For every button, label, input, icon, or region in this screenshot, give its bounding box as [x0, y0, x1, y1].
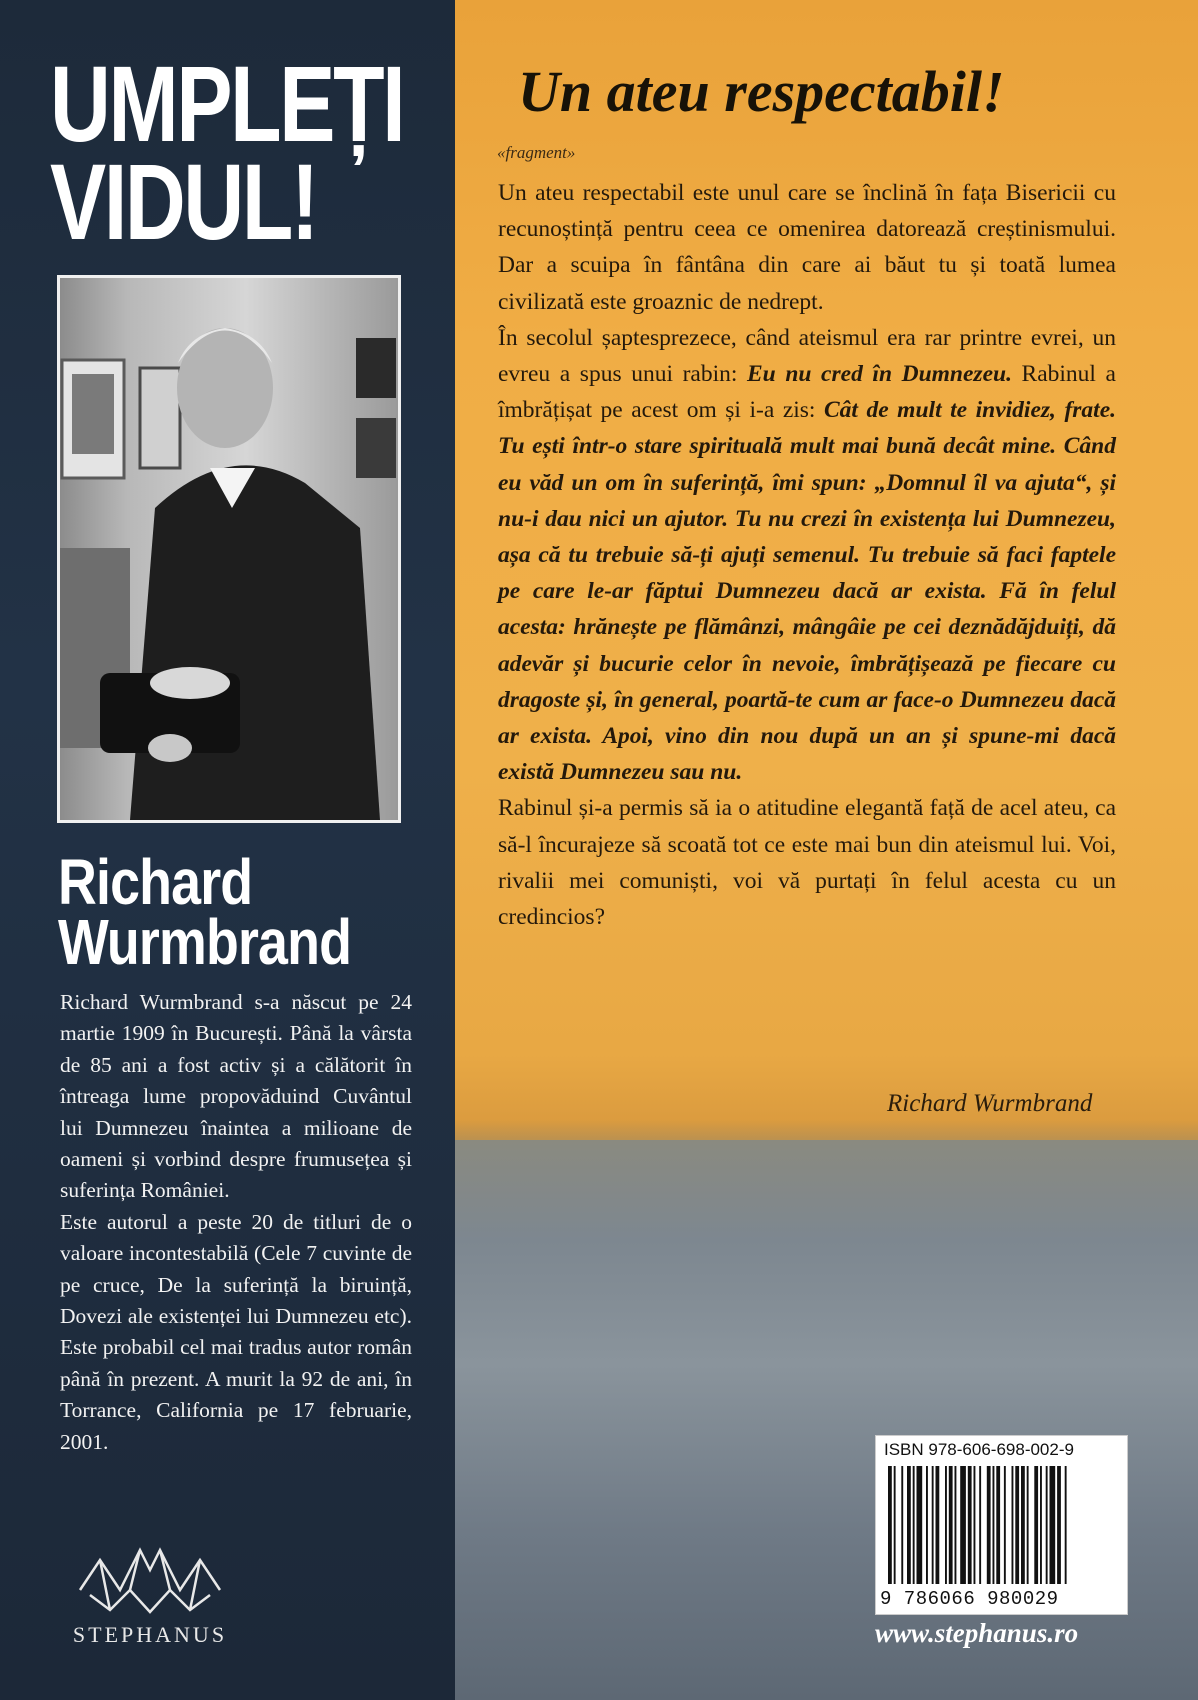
excerpt-paragraph-2: [498, 320, 1116, 791]
barcode-bar: [993, 1466, 995, 1584]
signature: Richard Wurmbrand: [887, 1090, 1093, 1117]
barcode-box: [875, 1435, 1128, 1615]
excerpt-heading: Un ateu respectabil!: [518, 59, 1005, 124]
isbn: ISBN 978-606-698-002-9: [884, 1440, 1074, 1459]
author-first-name: Richard: [58, 846, 253, 918]
excerpt-paragraph-1: Un ateu respectabil este unul care se înclină în fața Bisericii cu recunoștință pentru ceea ce omenirea datorează creștinismului. Dar a scuipa în fântâna din care ai băut tu și toată lumea civilizată este groaznic de nedrept.: [498, 180, 1116, 315]
barcode-bar: [894, 1466, 896, 1584]
publisher-website: www.stephanus.ro: [875, 1618, 1079, 1648]
crown-icon: [75, 1540, 225, 1620]
barcode-bar: [955, 1466, 957, 1584]
author-photo: [57, 275, 401, 823]
barcode-bar: [960, 1466, 966, 1584]
barcode-bar: [987, 1466, 991, 1584]
left-panel: [0, 0, 455, 1700]
fragment-label: «fragment»: [497, 143, 576, 162]
wall-bottom: [455, 1140, 1198, 1700]
barcode-bar: [968, 1466, 972, 1584]
barcode-bar: [901, 1466, 903, 1584]
barcode-bar: [996, 1466, 1000, 1584]
excerpt-p2-start: În secolul șaptesprezece, când ateismul era rar printre evrei, un evreu a spus unui rabin:: [498, 324, 1116, 388]
barcode-bar: [974, 1466, 976, 1584]
barcode-bar: [917, 1466, 923, 1584]
barcode-bar: [1065, 1466, 1067, 1584]
barcode-bar: [1040, 1466, 1042, 1584]
publisher-name: STEPHANUS: [72, 1622, 228, 1647]
barcode-bar: [945, 1466, 947, 1584]
barcode-bar: [1050, 1466, 1056, 1584]
barcode-number: 9 786066 980029: [880, 1588, 1059, 1610]
excerpt-text: [498, 175, 1116, 935]
excerpt-p2-quote2: Cât de mult te invidiez, frate. Tu ești într-o stare spirituală mult mai bună decât mine. Când eu văd un om în suferință, îmi spun: „Domnul îl va ajuta“, și nu-i dau nici un ajutor. Tu nu crezi în existența lui Dumnezeu, așa că tu trebuie să-ți ajuți semenul. Tu trebuie să faci faptele pe care le-ar făptui Dumnezeu dacă ar exista. Fă în felul acesta: hrănește pe flămânzi, mângâie pe cei deznădăjduiți, dă adevăr și bucurie celor în nevoie, îmbrățișează pe fiecare cu dragoste și, în general, poartă-te cum ar face-o Dumnezeu dacă ar exista. Apoi, vino din nou după un an și spune-mi dacă există Dumnezeu sau nu.: [498, 397, 1116, 786]
book-title: [50, 43, 404, 262]
barcode-bar: [913, 1466, 915, 1584]
right-panel: [455, 0, 1198, 1700]
book-title-line2: VIDUL!: [50, 141, 317, 262]
publisher-logo: [60, 1540, 240, 1650]
bio-paragraph-1: Richard Wurmbrand s-a născut pe 24 martie 1909 în București. Până la vârsta de 85 ani a fost activ și a călătorit în întreaga lume propovăduind Cuvântul lui Dumnezeu înaintea a milioane de oameni și vorbind despre frumusețea și suferința României.: [60, 990, 412, 1203]
barcode-bar: [1004, 1466, 1006, 1584]
barcode-bar: [1027, 1466, 1029, 1584]
excerpt-paragraph-3: Rabinul și-a permis să ia o atitudine elegantă față de acel ateu, ca să-l încurajeze să scoată tot ce este mai bun din ateismul lui. Voi, rivalii mei comuniști, voi vă purtați în felul acesta cu un credincios?: [498, 795, 1116, 931]
barcode-bar: [949, 1466, 953, 1584]
excerpt-p2-mid: Rabinul a îmbrățișat pe acest om și i-a zis:: [498, 361, 1116, 424]
excerpt-p2-quote1: Eu nu cred în Dumnezeu.: [746, 361, 1012, 388]
barcode-bar: [1015, 1466, 1019, 1584]
author-bio: [60, 987, 412, 1458]
barcode-bar: [979, 1466, 981, 1584]
barcode-bar: [1057, 1466, 1061, 1584]
book-title-line1: UMPLEȚI: [50, 43, 404, 164]
barcode-bar: [907, 1466, 911, 1584]
author-name: [58, 846, 377, 978]
author-last-name: Wurmbrand: [58, 906, 352, 978]
barcode-bar: [1046, 1466, 1048, 1584]
bio-paragraph-2: Este autorul a peste 20 de titluri de o valoare incontestabilă (Cele 7 cuvinte de pe cruce, De la suferință la biruință, Dovezi ale existenței lui Dumnezeu etc). Este probabil cel mai tradus autor român până în prezent. A murit la 92 de ani, în Torrance, California pe 17 februarie, 2001.: [60, 1209, 412, 1454]
barcode-bar: [1034, 1466, 1038, 1584]
barcode-bar: [926, 1466, 928, 1584]
barcode-bar: [936, 1466, 940, 1584]
barcode-bar: [888, 1466, 892, 1584]
barcode-bar: [1012, 1466, 1014, 1584]
barcode-icon: [888, 1466, 1118, 1586]
barcode-bar: [1021, 1466, 1025, 1584]
barcode-bar: [932, 1466, 934, 1584]
